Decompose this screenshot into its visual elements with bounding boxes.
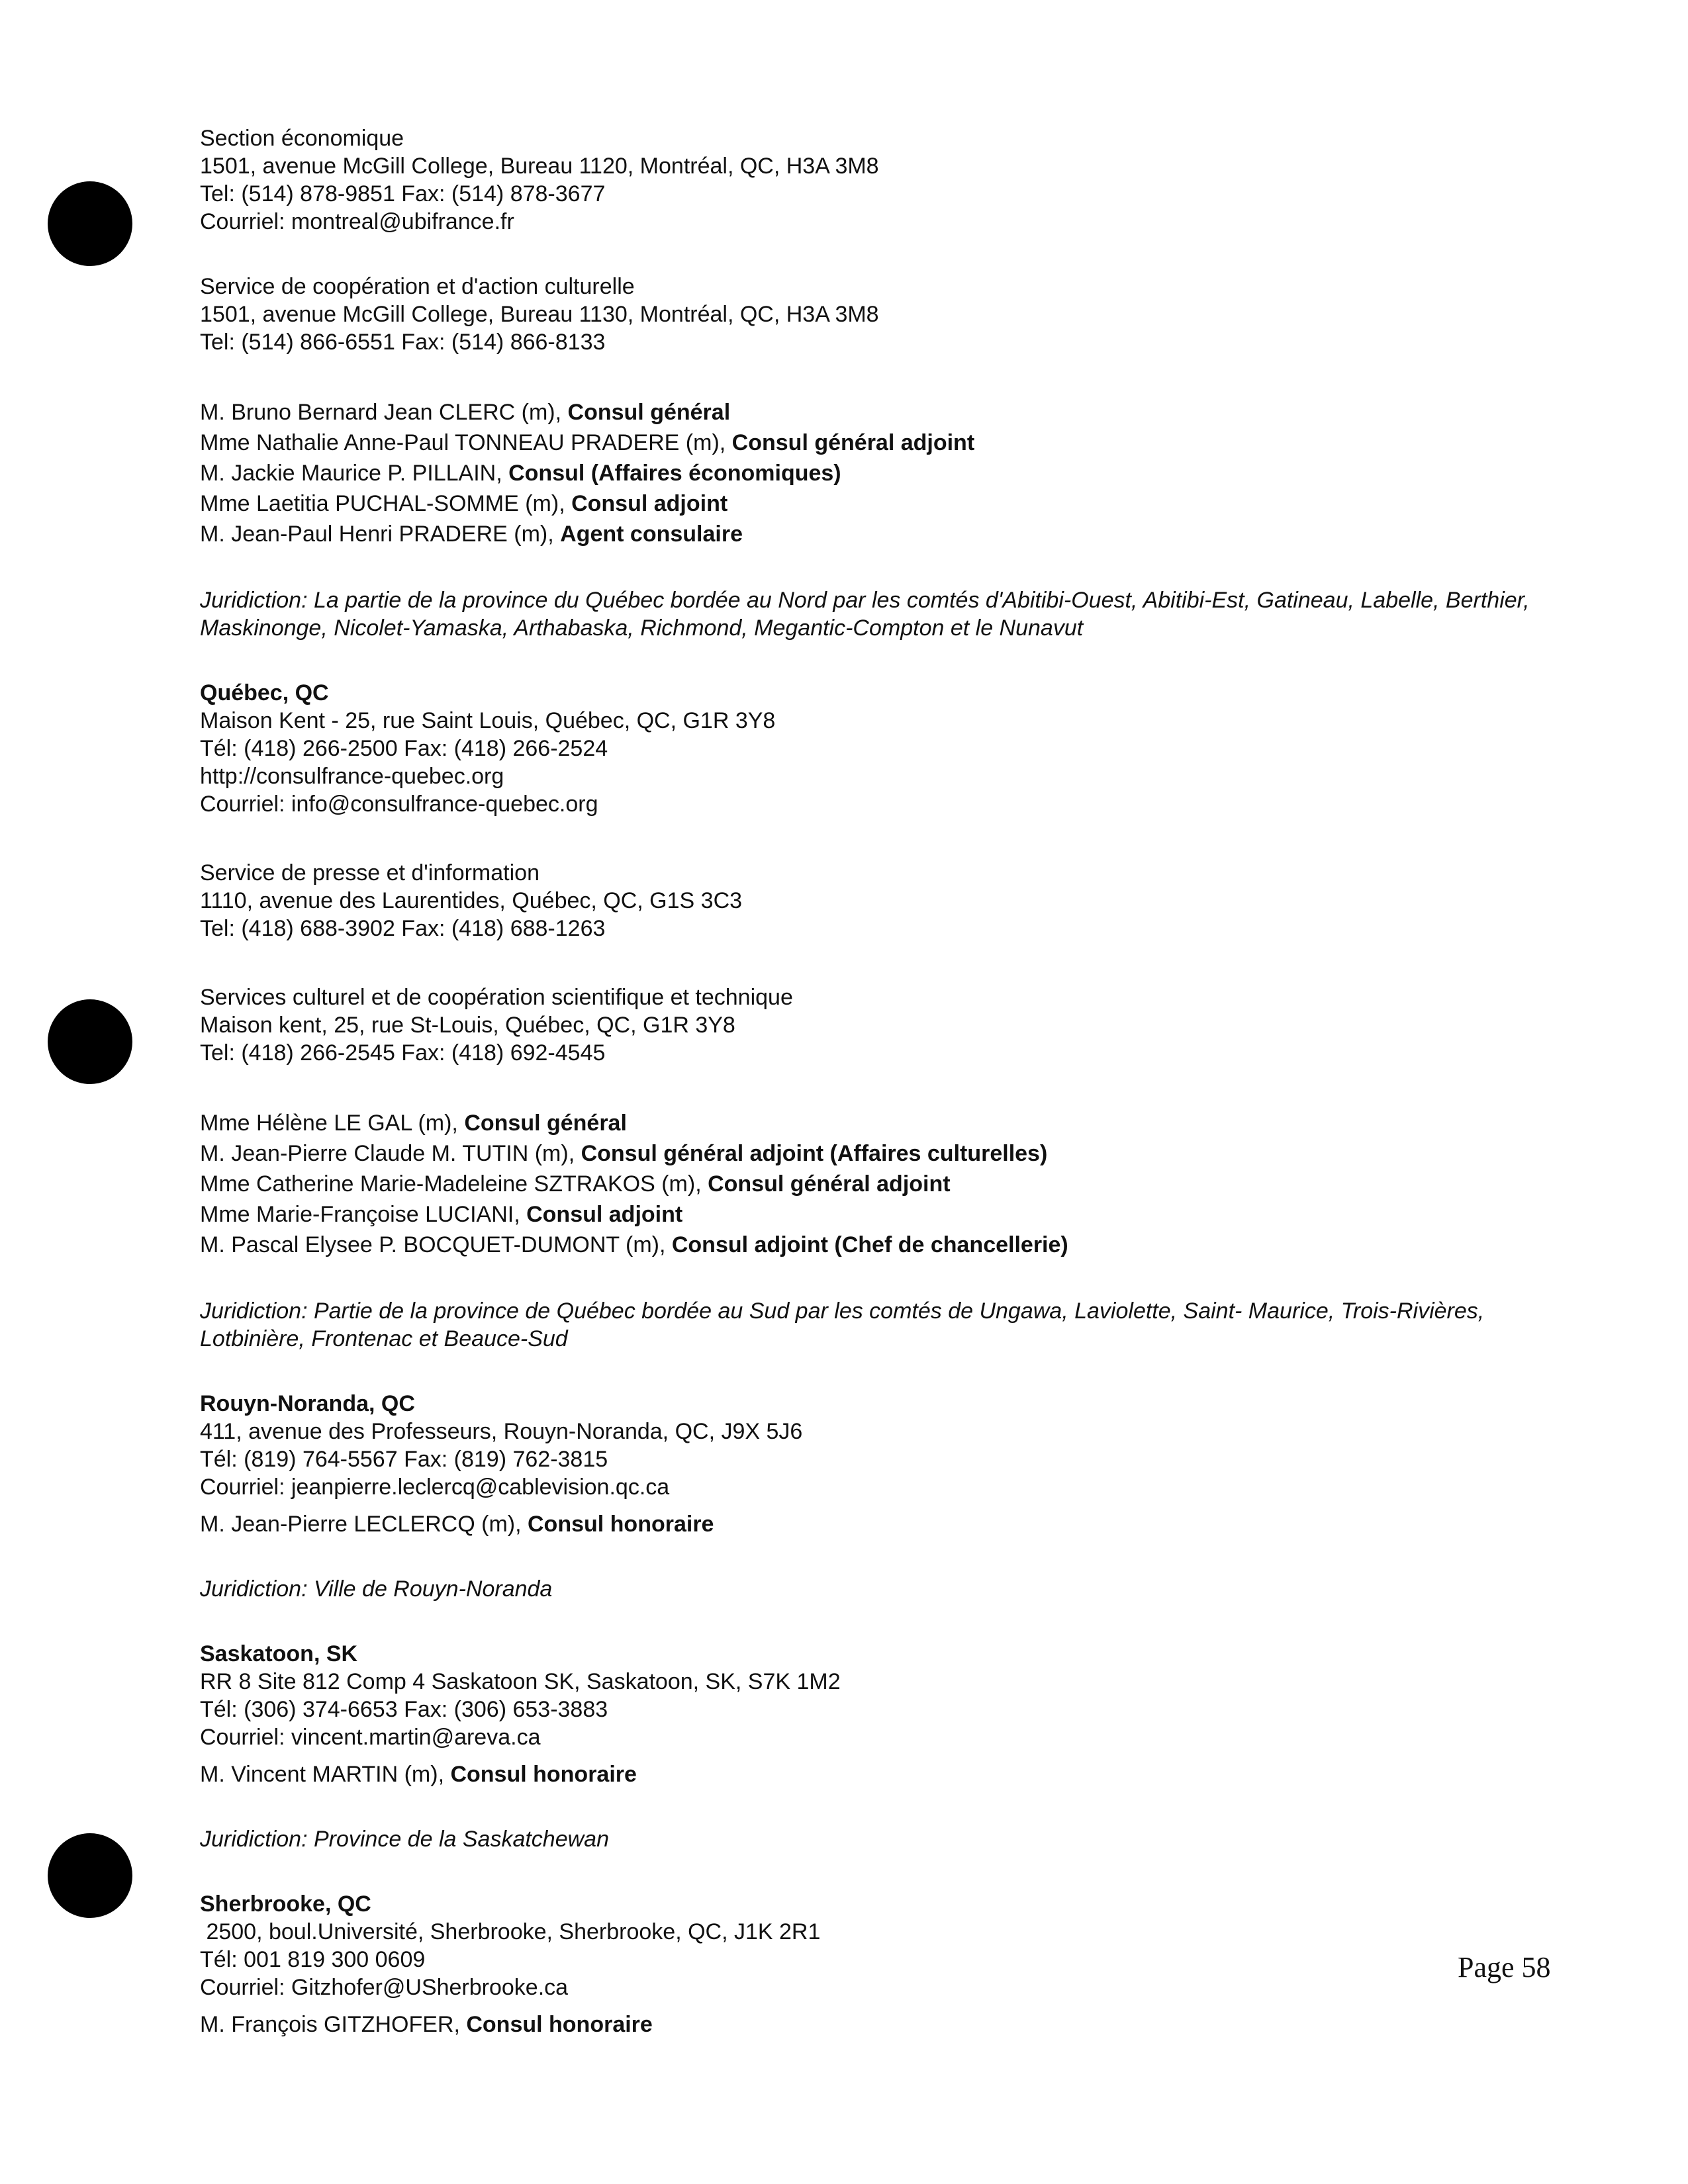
consulate-address: Maison Kent - 25, rue Saint Louis, Québec, QC, G1R 3Y8 bbox=[200, 708, 776, 733]
staff-name: M. Jackie Maurice P. PILLAIN, bbox=[200, 461, 509, 486]
staff-entry bbox=[200, 428, 1564, 458]
section-phone: Tel: (514) 866-6551 Fax: (514) 866-8133 bbox=[200, 330, 606, 355]
consulate-email: Courriel: vincent.martin@areva.ca bbox=[200, 1725, 541, 1750]
staff-entry bbox=[200, 488, 1564, 519]
montreal-staff-list bbox=[200, 397, 1564, 549]
staff-entry bbox=[200, 458, 1564, 488]
montreal-jurisdiction: Juridiction: La partie de la province du Québec bordée au Nord par les comtés d'Abitibi-Ouest, Abitibi-Est, Gatineau, Labelle, Berthier, Maskinonge, Nicolet-Yamaska, Arthabaska, Richmond, Megantic-Compton et le Nunavut bbox=[200, 588, 1530, 641]
staff-entry bbox=[200, 397, 1564, 428]
staff-title: Consul général adjoint bbox=[731, 430, 975, 455]
rouyn-jurisdiction: Juridiction: Ville de Rouyn-Noranda bbox=[200, 1576, 553, 1602]
section-email: Courriel: montreal@ubifrance.fr bbox=[200, 209, 514, 234]
staff-title: Agent consulaire bbox=[560, 522, 743, 547]
city-heading: Saskatoon, SK bbox=[200, 1641, 358, 1666]
consulate-address: 2500, boul.Université, Sherbrooke, Sherbrooke, QC, J1K 2R1 bbox=[200, 1919, 821, 1944]
montreal-cultural-section bbox=[200, 273, 1564, 356]
spacer bbox=[200, 1853, 1564, 1890]
section-phone: Tel: (418) 266-2545 Fax: (418) 692-4545 bbox=[200, 1040, 606, 1066]
section-phone: Tel: (514) 878-9851 Fax: (514) 878-3677 bbox=[200, 181, 606, 206]
section-address: 1501, avenue McGill College, Bureau 1120, Montréal, QC, H3A 3M8 bbox=[200, 154, 879, 179]
spacer bbox=[200, 236, 1564, 273]
spacer bbox=[200, 549, 1564, 586]
spacer bbox=[200, 356, 1564, 397]
saskatoon-jurisdiction: Juridiction: Province de la Saskatchewan bbox=[200, 1827, 609, 1852]
staff-name: Mme Laetitia PUCHAL-SOMME (m), bbox=[200, 491, 572, 516]
quebec-staff-list bbox=[200, 1108, 1564, 1260]
staff-name: Mme Catherine Marie-Madeleine SZTRAKOS (m), bbox=[200, 1171, 708, 1197]
staff-name: M. Vincent MARTIN (m), bbox=[200, 1762, 451, 1787]
saskatoon-consulate bbox=[200, 1640, 1564, 1788]
section-name: Services culturel et de coopération scientifique et technique bbox=[200, 985, 793, 1010]
staff-title: Consul honoraire bbox=[528, 1512, 714, 1537]
consulate-address: 411, avenue des Professeurs, Rouyn-Noranda, QC, J9X 5J6 bbox=[200, 1419, 803, 1444]
binder-hole-top bbox=[48, 181, 132, 266]
consulate-phone: Tél: (819) 764-5567 Fax: (819) 762-3815 bbox=[200, 1447, 608, 1472]
quebec-cultural-section bbox=[200, 983, 1564, 1067]
section-name: Section économique bbox=[200, 126, 404, 151]
consulate-phone: Tél: 001 819 300 0609 bbox=[200, 1947, 426, 1972]
consulate-email: Courriel: jeanpierre.leclercq@cablevision.qc.ca bbox=[200, 1475, 670, 1500]
spacer bbox=[200, 2001, 1564, 2011]
spacer bbox=[200, 942, 1564, 983]
page-number: Page 58 bbox=[1458, 1951, 1551, 1983]
staff-entry bbox=[200, 519, 1564, 549]
quebec-press-section bbox=[200, 859, 1564, 942]
sherbrooke-consulate bbox=[200, 1890, 1564, 2038]
staff-title: Consul honoraire bbox=[466, 2012, 653, 2037]
section-name: Service de coopération et d'action culturelle bbox=[200, 274, 635, 299]
staff-entry bbox=[200, 1138, 1564, 1169]
staff-entry bbox=[200, 1169, 1564, 1199]
section-address: Maison kent, 25, rue St-Louis, Québec, QC, G1R 3Y8 bbox=[200, 1013, 735, 1038]
spacer bbox=[200, 1538, 1564, 1575]
section-address: 1501, avenue McGill College, Bureau 1130, Montréal, QC, H3A 3M8 bbox=[200, 302, 879, 327]
spacer bbox=[200, 1603, 1564, 1640]
staff-name: M. Jean-Pierre LECLERCQ (m), bbox=[200, 1512, 528, 1537]
consulate-email: Courriel: info@consulfrance-quebec.org bbox=[200, 792, 598, 817]
staff-entry bbox=[200, 1760, 1564, 1788]
staff-title: Consul adjoint (Chef de chancellerie) bbox=[671, 1232, 1068, 1257]
staff-name: M. François GITZHOFER, bbox=[200, 2012, 467, 2037]
consulate-phone: Tél: (306) 374-6653 Fax: (306) 653-3883 bbox=[200, 1697, 608, 1722]
quebec-consulate bbox=[200, 679, 1564, 818]
consulate-listing bbox=[200, 124, 1564, 2038]
staff-name: M. Jean-Pierre Claude M. TUTIN (m), bbox=[200, 1141, 581, 1166]
staff-title: Consul honoraire bbox=[450, 1762, 637, 1787]
staff-title: Consul (Affaires économiques) bbox=[508, 461, 841, 486]
staff-entry bbox=[200, 2011, 1564, 2038]
spacer bbox=[200, 1788, 1564, 1825]
spacer bbox=[200, 1353, 1564, 1390]
consulate-address: RR 8 Site 812 Comp 4 Saskatoon SK, Saskatoon, SK, S7K 1M2 bbox=[200, 1669, 841, 1694]
staff-name: Mme Hélène LE GAL (m), bbox=[200, 1111, 465, 1136]
binder-hole-bottom bbox=[48, 1833, 132, 1918]
spacer bbox=[200, 1751, 1564, 1760]
staff-entry bbox=[200, 1510, 1564, 1538]
spacer bbox=[200, 1260, 1564, 1297]
spacer bbox=[200, 818, 1564, 859]
city-heading: Sherbrooke, QC bbox=[200, 1891, 371, 1917]
staff-entry bbox=[200, 1230, 1564, 1260]
staff-title: Consul général bbox=[567, 400, 731, 425]
consulate-phone: Tél: (418) 266-2500 Fax: (418) 266-2524 bbox=[200, 736, 608, 761]
staff-title: Consul adjoint bbox=[526, 1202, 683, 1227]
staff-entry bbox=[200, 1108, 1564, 1138]
staff-name: Mme Nathalie Anne-Paul TONNEAU PRADERE (m), bbox=[200, 430, 732, 455]
spacer bbox=[200, 1067, 1564, 1108]
staff-name: M. Jean-Paul Henri PRADERE (m), bbox=[200, 522, 561, 547]
spacer bbox=[200, 1501, 1564, 1510]
staff-title: Consul adjoint bbox=[571, 491, 728, 516]
staff-name: M. Pascal Elysee P. BOCQUET-DUMONT (m), bbox=[200, 1232, 672, 1257]
section-address: 1110, avenue des Laurentides, Québec, QC, G1S 3C3 bbox=[200, 888, 743, 913]
quebec-jurisdiction: Juridiction: Partie de la province de Québec bordée au Sud par les comtés de Ungawa, Laviolette, Saint- Maurice, Trois-Rivières, Lotbinière, Frontenac et Beauce-Sud bbox=[200, 1298, 1485, 1351]
section-name: Service de presse et d'information bbox=[200, 860, 539, 886]
consulate-email: Courriel: Gitzhofer@USherbrooke.ca bbox=[200, 1975, 569, 2000]
city-heading: Rouyn-Noranda, QC bbox=[200, 1391, 415, 1416]
spacer bbox=[200, 642, 1564, 679]
montreal-economic-section bbox=[200, 124, 1564, 236]
staff-title: Consul général adjoint (Affaires culturelles) bbox=[581, 1141, 1048, 1166]
consulate-website: http://consulfrance-quebec.org bbox=[200, 764, 504, 789]
staff-entry bbox=[200, 1199, 1564, 1230]
section-phone: Tel: (418) 688-3902 Fax: (418) 688-1263 bbox=[200, 916, 606, 941]
city-heading: Québec, QC bbox=[200, 680, 329, 705]
staff-title: Consul général bbox=[464, 1111, 627, 1136]
binder-hole-middle bbox=[48, 999, 132, 1084]
staff-title: Consul général adjoint bbox=[708, 1171, 951, 1197]
staff-name: Mme Marie-Françoise LUCIANI, bbox=[200, 1202, 527, 1227]
rouyn-consulate bbox=[200, 1390, 1564, 1538]
staff-name: M. Bruno Bernard Jean CLERC (m), bbox=[200, 400, 568, 425]
